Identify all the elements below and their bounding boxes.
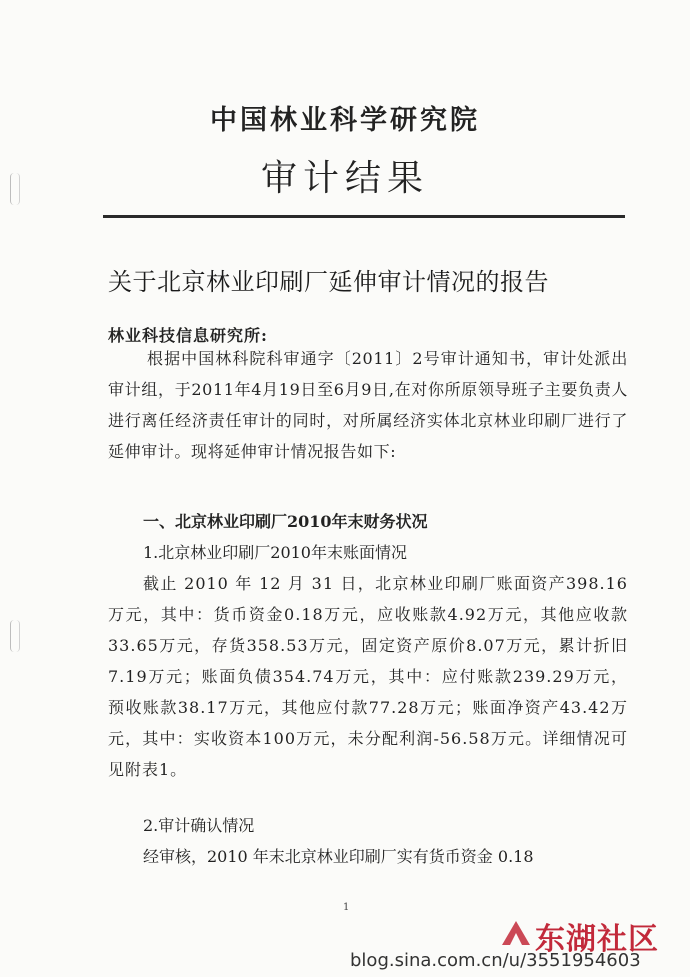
section1-sub2-heading: 2.审计确认情况: [143, 816, 255, 835]
report-title: 关于北京林业印刷厂延伸审计情况的报告: [108, 268, 549, 296]
section1-sub1-heading: 1.北京林业印刷厂2010年末账面情况: [143, 543, 407, 562]
header-divider: [103, 215, 625, 218]
community-logo-text: 东湖社区: [535, 922, 659, 957]
page-number: 1: [343, 902, 350, 913]
section1-sub2-body: 经审核，2010 年末北京林业印刷厂实有货币资金 0.18: [143, 847, 534, 866]
community-logo-icon: [498, 915, 534, 951]
intro-paragraph: 根据中国林科院科审通字〔2011〕2号审计通知书，审计处派出审计组，于2011年4月19日至6月9日,在对你所原领导班子主要负责人进行离任经济责任审计的同时，对所属经济实体北京林业印刷厂进行了延伸审计。现将延伸审计情况报告如下:: [108, 349, 628, 461]
binder-hole-bottom: [10, 620, 20, 652]
addressee: 林业科技信息研究所:: [108, 326, 268, 345]
document-type-title: 审计结果: [260, 158, 429, 199]
section1-heading: 一、北京林业印刷厂2010年末财务状况: [143, 512, 428, 531]
section1-body-paragraph: 截止 2010 年 12 月 31 日，北京林业印刷厂账面资产398.16万元，其中：货币资金0.18万元，应收账款4.92万元，其他应收款33.65万元，存货358.53万元，固定资产原价8.07万元，累计折旧7.19万元；账面负债354.74万元，其中：应付账款239.29万元，预收账款38.17万元，其他应付款77.28万元；账面净资产43.42万元，其中：实收资本100万元，未分配利润-56.58万元。详细情况可见附表1。: [108, 574, 628, 779]
organization-name: 中国林业科学研究院: [210, 105, 480, 136]
blog-watermark: blog.sina.com.cn/u/3551954603: [350, 950, 641, 971]
